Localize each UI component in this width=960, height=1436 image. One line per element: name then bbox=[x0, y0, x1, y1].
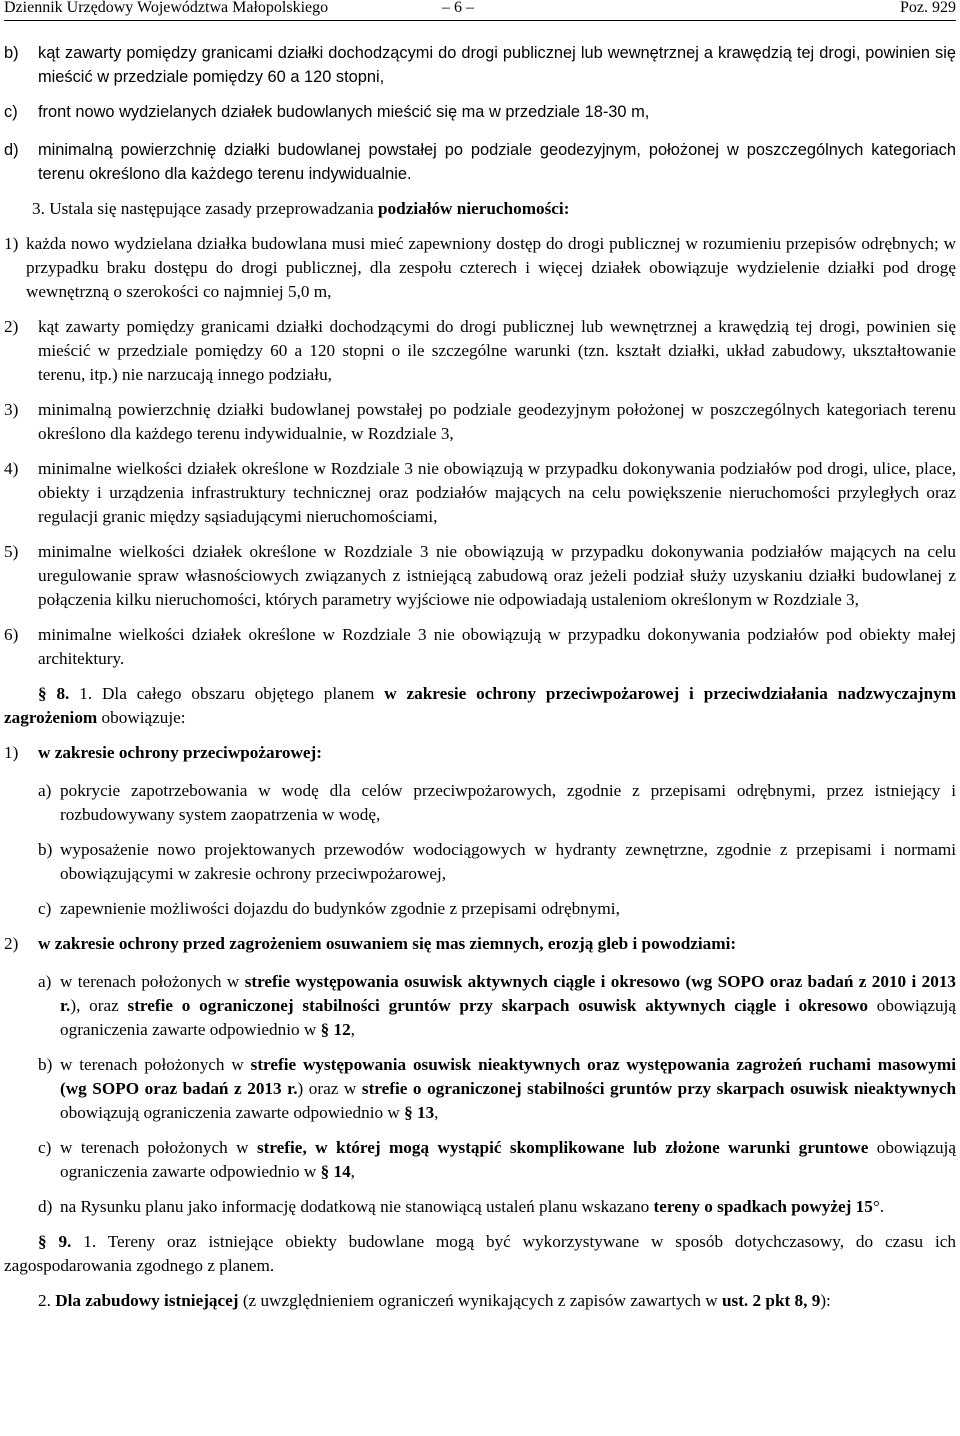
position-number: Poz. 929 bbox=[900, 0, 956, 16]
list-item: d) minimalną powierzchnię działki budowlanej powstałej po podziale geodezyjnym, położonej w poszczególnych kategoriach terenu określono dla każdego terenu indywidualnie. bbox=[4, 141, 956, 183]
list-item: 1) każda nowo wydzielana działka budowlana musi mieć zapewniony dostęp do drogi publicznej w rozumieniu przepisów odrębnych; w przypadku braku dostępu do drogi publicznej, dla zespołu czterech i więcej działek obowiązuje wydzielenie działki pod drogę wewnętrzną o szerokości co najmniej 5,0 m, bbox=[4, 234, 956, 301]
list-item: c) front nowo wydzielanych działek budowlanych mieścić się ma w przedziale 18-30 m, bbox=[4, 103, 650, 121]
landslide-protection-heading: 2) w zakresie ochrony przed zagrożeniem osuwaniem się mas ziemnych, erozją gleb i powodziami: bbox=[4, 934, 737, 953]
list-item: a) pokrycie zapotrzebowania w wodę dla celów przeciwpożarowych, zgodnie z przepisami odrębnymi, przez istniejący i rozbudowywany system zaopatrzenia w wodę, bbox=[38, 781, 956, 824]
list-item: b) kąt zawarty pomiędzy granicami działki dochodzącymi do drogi publicznej lub wewnętrznej a krawędzią tej drogi, powinien się mieścić w przedziale pomiędzy 60 a 120 stopni, bbox=[4, 44, 956, 86]
page-number: – 6 – bbox=[442, 0, 474, 16]
list-item: b) wyposażenie nowo projektowanych przewodów wodociągowych w hydranty zewnętrzne, zgodnie z przepisami i normami obowiązującymi w zakresie ochrony przeciwpożarowej, bbox=[38, 840, 956, 883]
list-item: 2) kąt zawarty pomiędzy granicami działki dochodzącymi do drogi publicznej lub wewnętrznej a krawędzią tej drogi, powinien się mieścić w przedziale pomiędzy 60 a 120 stopni o ile szczególne warunki (tzn. kształt działki, układ zabudowy, ukształtowanie terenu, itp.) nie narzucają innego podziału, bbox=[4, 317, 956, 384]
page-header bbox=[4, 0, 956, 21]
section-9-point-2: 2. Dla zabudowy istniejącej (z uwzględnieniem ograniczeń wynikających z zapisów zawartych w ust. 2 pkt 8, 9): bbox=[38, 1291, 831, 1310]
journal-title: Dziennik Urzędowy Województwa Małopolskiego bbox=[4, 0, 329, 16]
list-item: d) na Rysunku planu jako informację dodatkową nie stanowiącą ustaleń planu wskazano tereny o spadkach powyżej 15°. bbox=[38, 1197, 885, 1216]
list-item: 3) minimalną powierzchnię działki budowlanej powstałej po podziale geodezyjnym położonej w poszczególnych kategoriach terenu określono dla każdego terenu indywidualnie, w Rozdziale 3, bbox=[4, 400, 956, 443]
list-item: c) w terenach położonych w strefie, w której mogą wystąpić skomplikowane lub złożone warunki gruntowe obowiązują ograniczenia zawarte odpowiednio w § 14, bbox=[38, 1138, 957, 1181]
list-item: a) w terenach położonych w strefie występowania osuwisk aktywnych ciągle i okresowo (wg SOPO oraz badań z 2010 i 2013 r.), oraz strefie o ograniczonej stabilności gruntów przy skarpach osuwisk aktywnych ciągle i okresowo obowiązują ograniczenia zawarte odpowiednio w § 12, bbox=[38, 972, 957, 1039]
section-8: § 8. 1. Dla całego obszaru objętego planem w zakresie ochrony przeciwpożarowej i przeciwdziałania nadzwyczajnym zagrożeniom obowiązuje: bbox=[4, 684, 957, 727]
list-item: b) w terenach położonych w strefie występowania osuwisk nieaktywnych oraz występowania zagrożeń ruchami masowymi (wg SOPO oraz badań z 2013 r.) oraz w strefie o ograniczonej stabilności gruntów przy skarpach osuwisk nieaktywnych obowiązują ograniczenia zawarte odpowiednio w § 13, bbox=[38, 1055, 957, 1122]
list-item: 5) minimalne wielkości działek określone w Rozdziale 3 nie obowiązują w przypadku dokonywania podziałów mających na celu uregulowanie spraw własnościowych związanych z istniejącą zabudową oraz jeżeli podział służy uzyskaniu działki budowlanej z połączenia kilku nieruchomości, których parametry wyjściowe nie odpowiadają ustaleniom określonym w Rozdziale 3, bbox=[4, 542, 956, 609]
fire-protection-heading: 1) w zakresie ochrony przeciwpożarowej: bbox=[4, 743, 323, 762]
list-item: 6) minimalne wielkości działek określone w Rozdziale 3 nie obowiązują w przypadku dokonywania podziałów pod obiekty małej architektury. bbox=[4, 625, 956, 668]
list-item: c) zapewnienie możliwości dojazdu do budynków zgodnie z przepisami odrębnymi, bbox=[38, 899, 620, 918]
point-3: 3. Ustala się następujące zasady przeprowadzania podziałów nieruchomości: bbox=[32, 199, 570, 218]
list-item: 4) minimalne wielkości działek określone w Rozdziale 3 nie obowiązują w przypadku dokonywania podziałów pod drogi, ulice, place, obiekty i urządzenia infrastruktury technicznej oraz podziałów mających na celu powiększenie nieruchomości przyległych oraz regulacji granic między sąsiadującymi nieruchomościami, bbox=[4, 459, 956, 526]
section-9: § 9. 1. Tereny oraz istniejące obiekty budowlane mogą być wykorzystywane w sposób dotychczasowy, do czasu ich zagospodarowania zgodnego z planem. bbox=[4, 1232, 956, 1275]
